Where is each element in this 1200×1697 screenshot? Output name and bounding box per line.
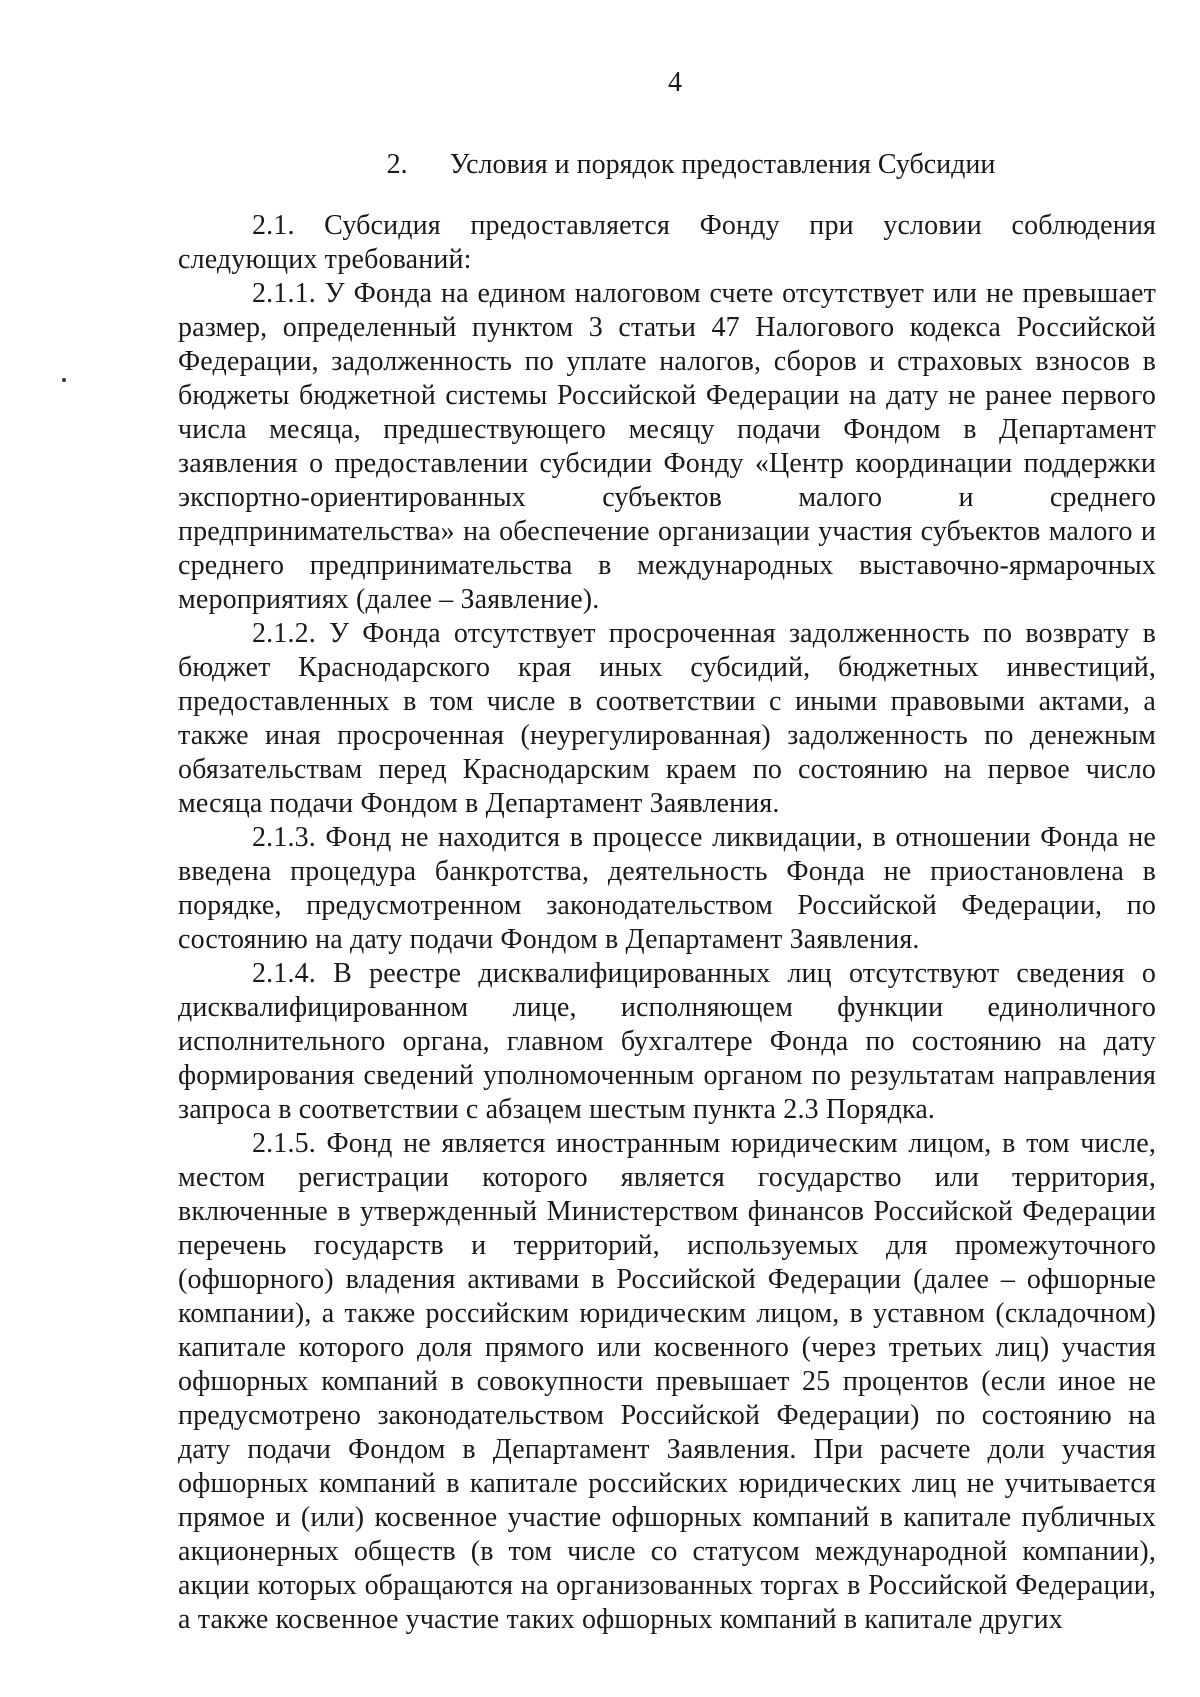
section-heading xyxy=(202,148,1180,182)
page-number: 4 xyxy=(668,67,682,98)
scan-speck xyxy=(62,378,66,382)
paragraph-2-1-5: 2.1.5. Фонд не является иностранным юридическим лицом, в том числе, местом регистрации которого является государство или территория, включенные в утвержденный Министерством финансов Российской Федерации перечень государств и территорий, используемых для промежуточного (офшорного) владения активами в Российской Федерации (далее – офшорные компании), а также российским юридическим лицом, в уставном (складочном) капитале которого доля прямого или косвенного (через третьих лиц) участия офшорных компаний в совокупности превышает 25 процентов (если иное не предусмотрено законодательством Российской Федерации) по состоянию на дату подачи Фондом в Департамент Заявления. При расчете доли участия офшорных компаний в капитале российских юридических лиц не учитывается прямое и (или) косвенное участие офшорных компаний в капитале публичных акционерных обществ (в том числе со статусом международной компании), акции которых обращаются на организованных торгах в Российской Федерации, а также косвенное участие таких офшорных компаний в капитале других xyxy=(178,1128,1156,1635)
section-title: Условия и порядок предоставления Субсидии xyxy=(449,149,996,180)
paragraph-2-1-1: 2.1.1. У Фонда на едином налоговом счете отсутствует или не превышает размер, определенный пунктом 3 статьи 47 Налогового кодекса Российской Федерации, задолженность по уплате налогов, сборов и страховых взносов в бюджеты бюджетной системы Российской Федерации на дату не ранее первого числа месяца, предшествующего месяцу подачи Фондом в Департамент заявления о предоставлении субсидии Фонду «Центр координации поддержки экспортно-ориентированных субъектов малого и среднего предпринимательства» на обеспечение организации участия субъектов малого и среднего предпринимательства в международных выставочно-ярмарочных мероприятиях (далее – Заявление). xyxy=(178,278,1156,615)
paragraph-2-1-4: 2.1.4. В реестре дисквалифицированных лиц отсутствуют сведения о дисквалифицированном лице, исполняющем функции единоличного исполнительного органа, главном бухгалтере Фонда по состоянию на дату формирования сведений уполномоченным органом по результатам направления запроса в соответствии с абзацем шестым пункта 2.3 Порядка. xyxy=(178,958,1156,1125)
paragraph-2-1: 2.1. Субсидия предоставляется Фонду при условии соблюдения следующих требований: xyxy=(178,210,1156,275)
paragraph-2-1-3: 2.1.3. Фонд не находится в процессе ликвидации, в отношении Фонда не введена процедура банкротства, деятельность Фонда не приостановлена в порядке, предусмотренном законодательством Российской Федерации, по состоянию на дату подачи Фондом в Департамент Заявления. xyxy=(178,822,1156,955)
document-page xyxy=(178,0,1156,1697)
paragraph-2-1-2: 2.1.2. У Фонда отсутствует просроченная задолженность по возврату в бюджет Краснодарского края иных субсидий, бюджетных инвестиций, предоставленных в том числе в соответствии с иными правовыми актами, а также иная просроченная (неурегулированная) задолженность по денежным обязательствам перед Краснодарским краем по состоянию на первое число месяца подачи Фондом в Департамент Заявления. xyxy=(178,618,1156,819)
document-body xyxy=(178,209,1156,1637)
section-number: 2. xyxy=(386,149,408,180)
